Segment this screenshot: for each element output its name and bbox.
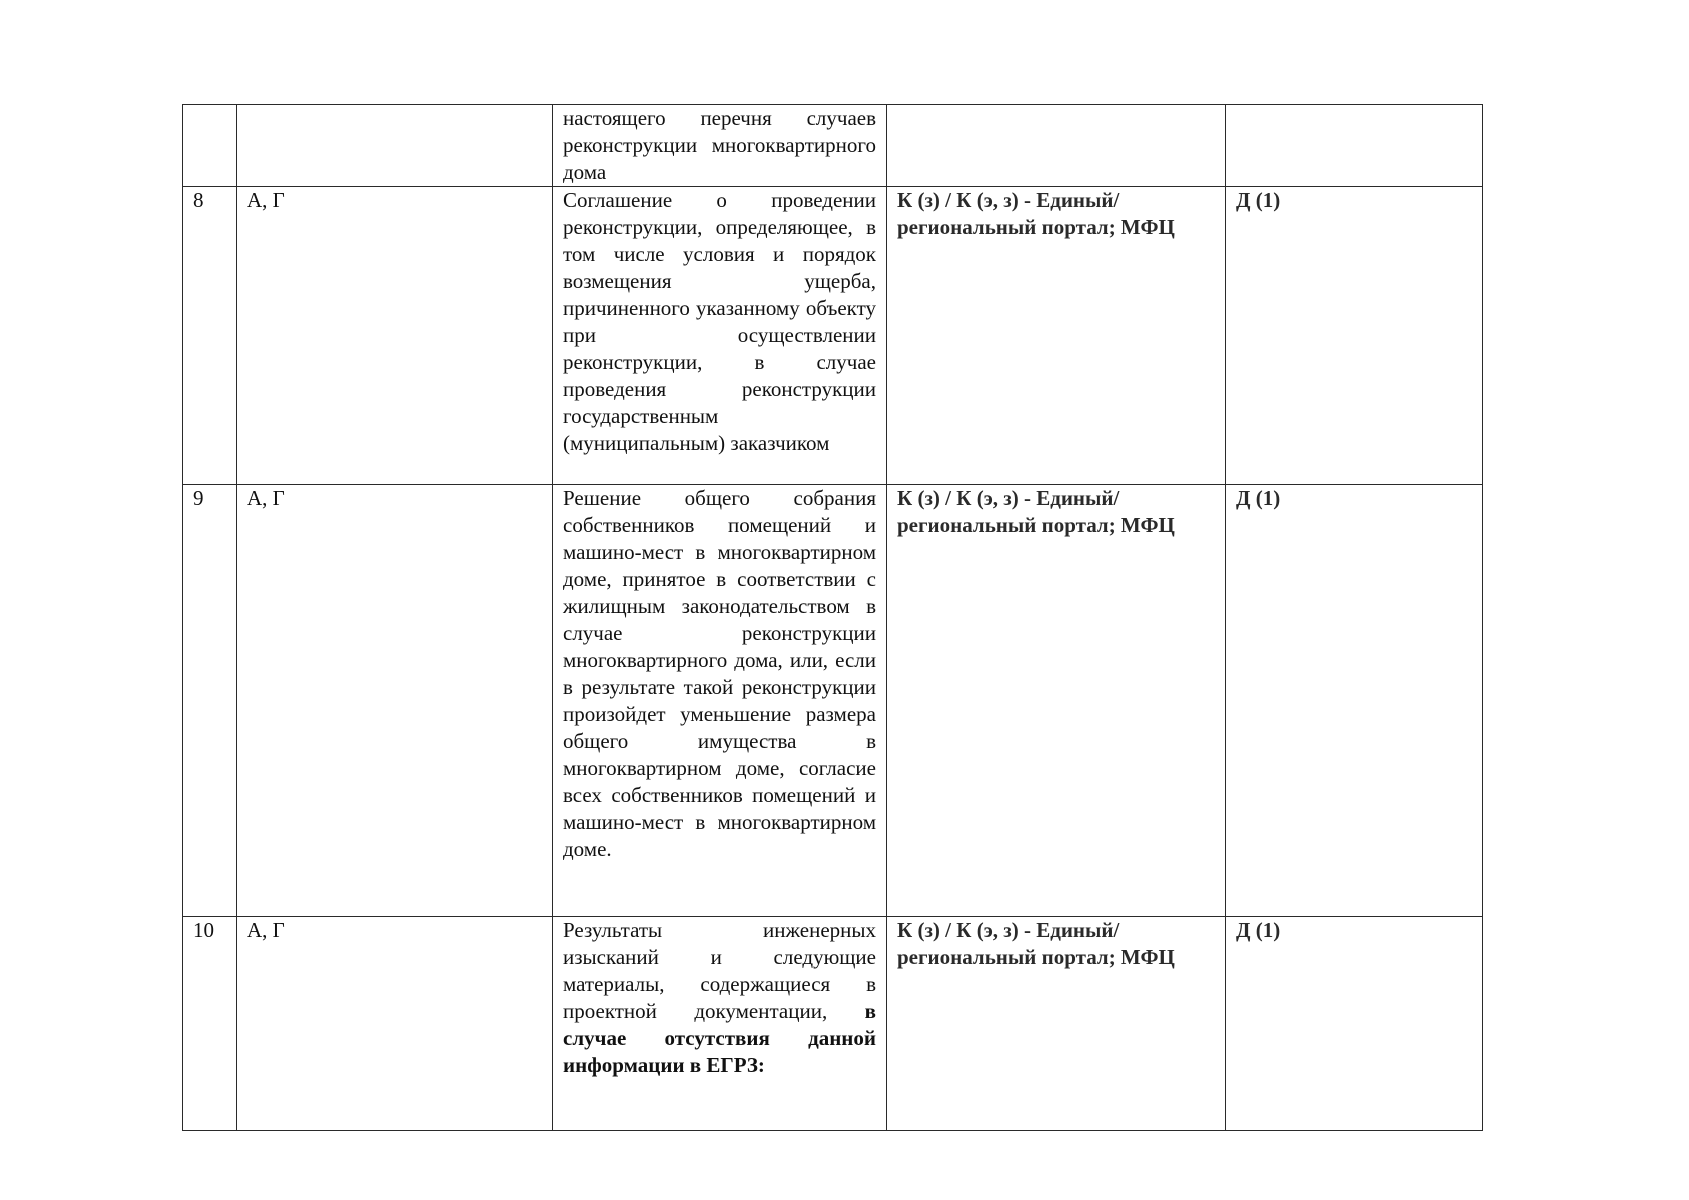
requirement-cell: Д (1) [1226, 485, 1483, 917]
description-text: Результаты инженерных изысканий и следующие материалы, содержащиеся в проектной документации, [563, 918, 876, 1023]
category-cell: А, Г [237, 917, 553, 1131]
requirement-cell [1226, 105, 1483, 187]
category-cell: А, Г [237, 485, 553, 917]
category-cell: А, Г [237, 187, 553, 485]
category-cell [237, 105, 553, 187]
description-emphasis: в случае отсутствия данной информации в ЕГРЗ: [563, 999, 876, 1077]
requirement-cell: Д (1) [1226, 917, 1483, 1131]
description-cell: Решение общего собрания собственников помещений и машино-мест в многоквартирном доме, принятое в соответствии с жилищным законодательством в случае реконструкции многоквартирного дома, или, если в результате такой реконструкции произойдет уменьшение размера общего имущества в многоквартирном доме, согласие всех собственников помещений и машино-мест в многоквартирном доме. [553, 485, 887, 917]
submission-method-cell: К (з) / К (э, з) - Единый/региональный портал; МФЦ [887, 187, 1226, 485]
submission-method-cell: К (з) / К (э, з) - Единый/региональный портал; МФЦ [887, 485, 1226, 917]
table-row [183, 917, 1483, 1131]
table-row [183, 485, 1483, 917]
description-cell: Соглашение о проведении реконструкции, определяющее, в том числе условия и порядок возмещения ущерба, причиненного указанному объекту при осуществлении реконструкции, в случае проведения реконструкции государственным (муниципальным) заказчиком [553, 187, 887, 485]
documents-table [182, 104, 1483, 1131]
number-cell: 9 [183, 485, 237, 917]
number-cell [183, 105, 237, 187]
requirement-cell: Д (1) [1226, 187, 1483, 485]
number-cell: 10 [183, 917, 237, 1131]
description-cell: настоящего перечня случаев реконструкции многоквартирного дома [553, 105, 887, 187]
table-row [183, 187, 1483, 485]
submission-method-cell: К (з) / К (э, з) - Единый/региональный портал; МФЦ [887, 917, 1226, 1131]
submission-method-cell [887, 105, 1226, 187]
table-row [183, 105, 1483, 187]
number-cell: 8 [183, 187, 237, 485]
description-cell [553, 917, 887, 1131]
